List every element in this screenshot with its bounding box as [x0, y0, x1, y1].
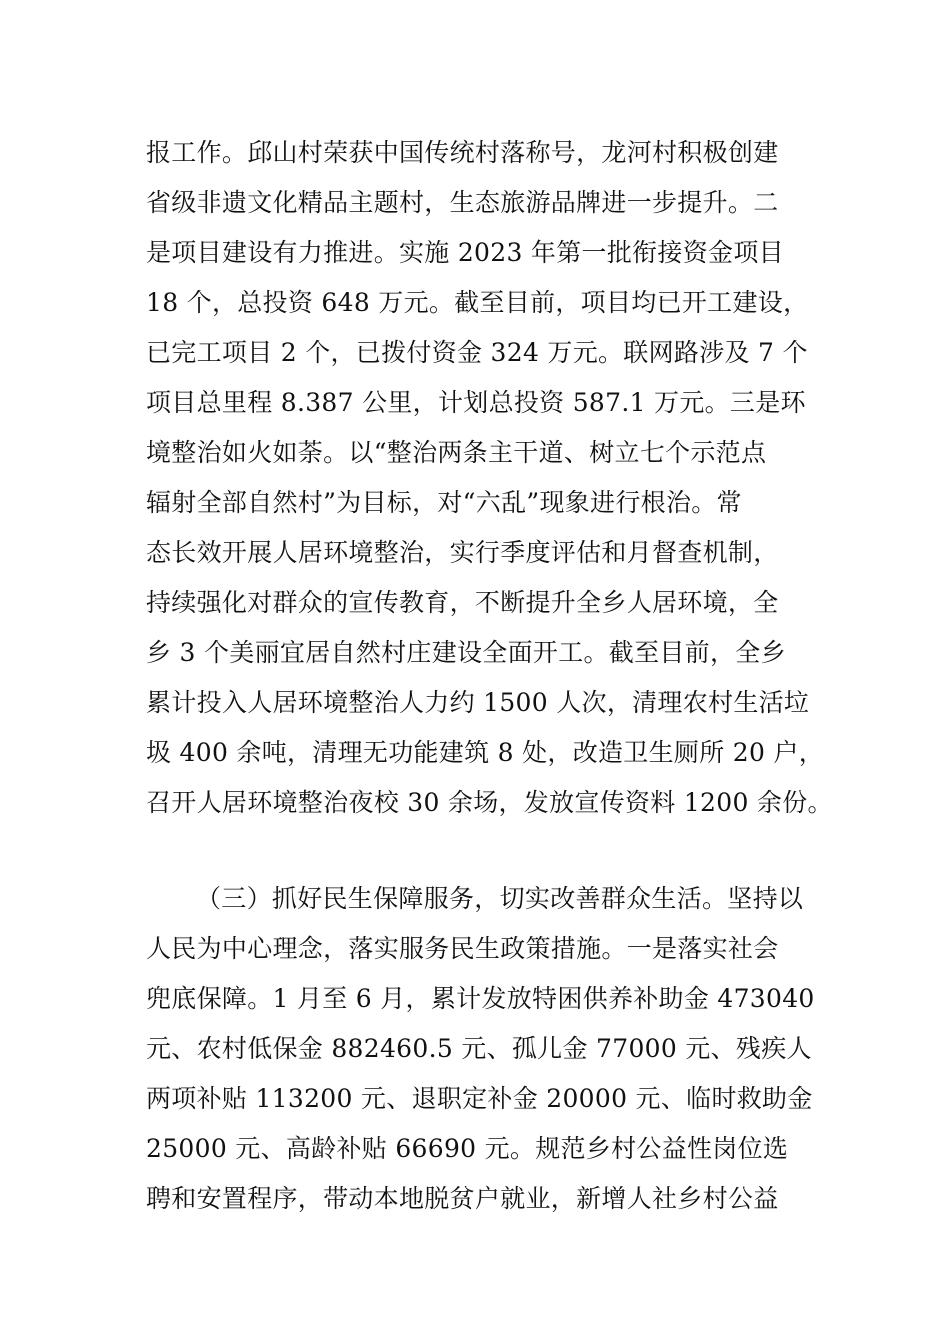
text-line: 省级非遗文化精品主题村，生态旅游品牌进一步提升。二 [146, 188, 779, 217]
text-line: 元、农村低保金 882460.5 元、孤儿金 77000 元、残疾人 [146, 1034, 812, 1063]
text-line: 乡 3 个美丽宜居自然村庄建设全面开工。截至目前，全乡 [146, 638, 786, 667]
section-heading-line: （三）抓好民生保障服务，切实改善群众生活。坚持以 [196, 884, 804, 913]
text-line: 人民为中心理念，落实服务民生政策措施。一是落实社会 [146, 934, 779, 963]
text-line: 项目总里程 8.387 公里，计划总投资 587.1 万元。三是环 [146, 388, 806, 417]
text-line: 态长效开展人居环境整治，实行季度评估和月督查机制， [146, 538, 779, 567]
text-line: 境整治如火如荼。以“整治两条主干道、树立七个示范点 [146, 438, 767, 467]
text-line: 已完工项目 2 个，已拨付资金 324 万元。联网路涉及 7 个 [146, 338, 808, 367]
text-line: 累计投入人居环境整治人力约 1500 人次，清理农村生活垃 [146, 688, 810, 717]
text-line: 兜底保障。1 月至 6 月，累计发放特困供养补助金 473040 [146, 984, 815, 1013]
text-line: 18 个，总投资 648 万元。截至目前，项目均已开工建设， [146, 288, 809, 317]
text-line: 25000 元、高龄补贴 66690 元。规范乡村公益性岗位选 [146, 1134, 789, 1163]
text-line: 持续强化对群众的宣传教育，不断提升全乡人居环境，全 [146, 588, 779, 617]
text-line: 辐射全部自然村”为目标，对“六乱”现象进行根治。常 [146, 488, 742, 517]
text-line: 报工作。邱山村荣获中国传统村落称号，龙河村积极创建 [146, 138, 779, 167]
text-line: 召开人居环境整治夜校 30 余场，发放宣传资料 1200 余份。 [146, 788, 833, 817]
text-line: 聘和安置程序，带动本地脱贫户就业，新增人社乡村公益 [146, 1184, 779, 1213]
text-line: 两项补贴 113200 元、退职定补金 20000 元、临时救助金 [146, 1084, 813, 1113]
text-line: 圾 400 余吨，清理无功能建筑 8 处，改造卫生厕所 20 户， [146, 738, 825, 767]
text-line: 是项目建设有力推进。实施 2023 年第一批衔接资金项目 [146, 238, 784, 267]
